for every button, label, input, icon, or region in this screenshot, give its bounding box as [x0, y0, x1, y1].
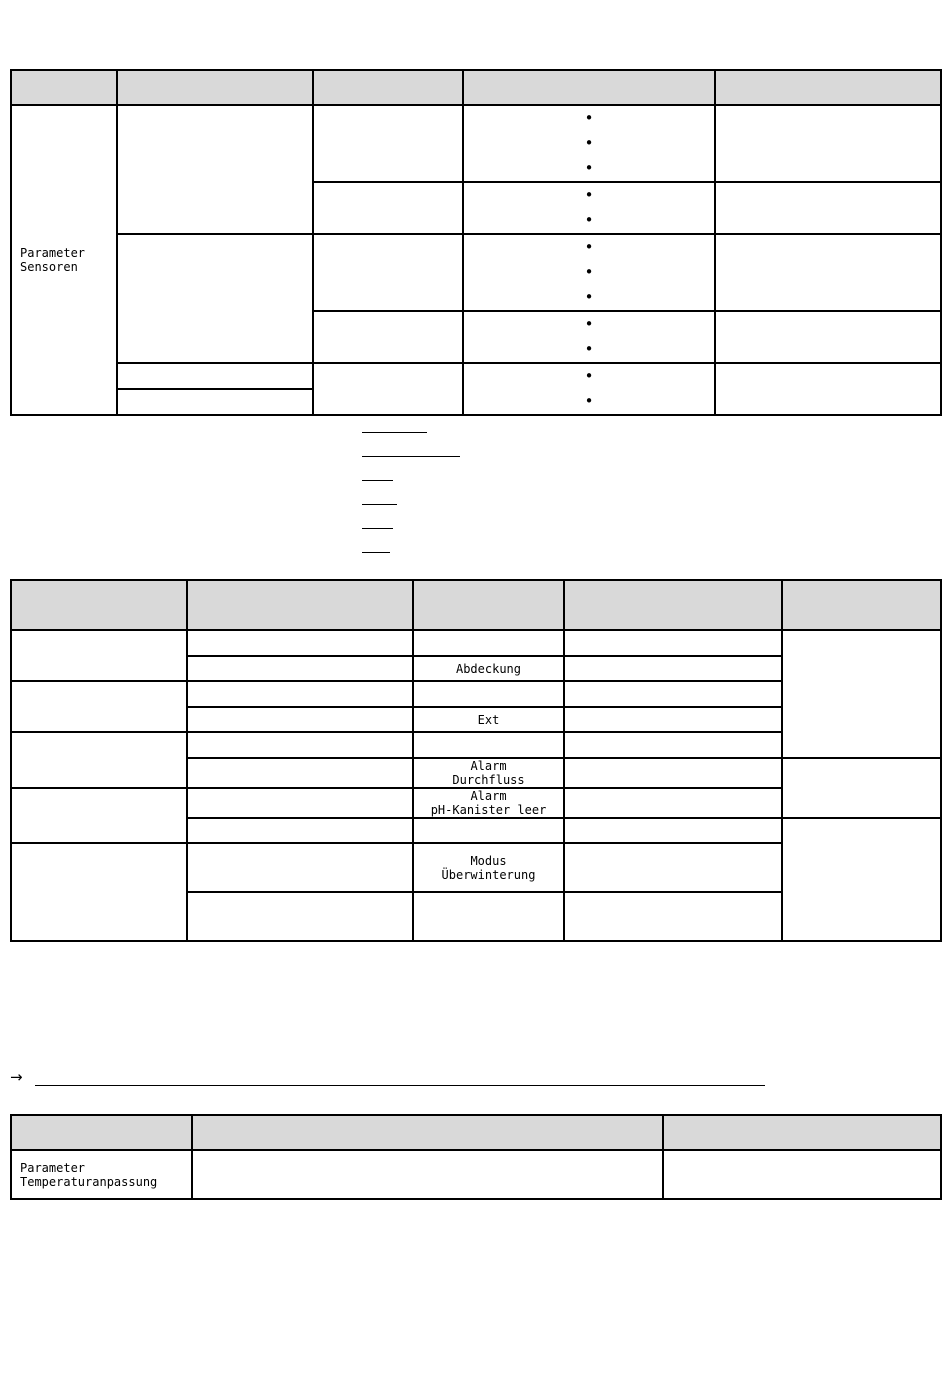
arrow-right-icon: → — [10, 1068, 23, 1086]
header-cell — [782, 580, 941, 630]
alarm-parameter-table — [10, 579, 942, 942]
table-cell — [187, 630, 413, 656]
table-cell — [715, 182, 941, 234]
bullet-list — [463, 105, 715, 182]
link-underline[interactable] — [362, 504, 397, 505]
bullet-list — [463, 311, 715, 363]
bullet-icon: • — [584, 392, 594, 410]
bullet-list — [463, 182, 715, 234]
header-cell — [192, 1115, 663, 1150]
table-cell — [564, 788, 782, 818]
table-cell — [11, 732, 187, 788]
bullet-icon: • — [584, 211, 594, 229]
temperature-parameter-table — [10, 1114, 942, 1200]
table-cell — [192, 1150, 663, 1199]
parameter-temperaturanpassung-label: Parameter Temperaturanpassung — [11, 1150, 192, 1199]
parameter-sensoren-label: Parameter Sensoren — [11, 105, 117, 415]
header-cell — [117, 70, 313, 105]
table-cell — [117, 389, 313, 415]
modus-ueberwinterung-cell: Modus Überwinterung — [413, 843, 564, 892]
table-cell — [313, 105, 463, 182]
bullet-icon: • — [584, 186, 594, 204]
link-underline[interactable] — [362, 456, 460, 457]
table-cell — [564, 892, 782, 941]
bullet-list — [463, 363, 715, 415]
header-cell — [564, 580, 782, 630]
table-cell — [313, 363, 463, 415]
alarm-durchfluss-cell: Alarm Durchfluss — [413, 758, 564, 788]
bullet-icon: • — [584, 109, 594, 127]
table-cell — [187, 818, 413, 843]
table-cell — [187, 758, 413, 788]
header-cell — [463, 70, 715, 105]
bullet-icon: • — [584, 288, 594, 306]
table-cell — [187, 707, 413, 732]
link-underline[interactable] — [362, 432, 427, 433]
bullet-icon: • — [584, 367, 594, 385]
header-cell — [187, 580, 413, 630]
table-cell — [187, 892, 413, 941]
bullet-icon: • — [584, 315, 594, 333]
table-cell — [187, 656, 413, 681]
table-cell — [663, 1150, 941, 1199]
table-cell — [782, 630, 941, 758]
link-underline[interactable] — [362, 552, 390, 553]
table-cell — [117, 363, 313, 389]
ext-cell: Ext — [413, 707, 564, 732]
table-cell — [117, 105, 313, 234]
table-cell — [564, 707, 782, 732]
table-cell — [715, 363, 941, 415]
table-cell — [11, 843, 187, 941]
table-cell — [782, 818, 941, 941]
table-cell — [413, 732, 564, 758]
bullet-icon: • — [584, 263, 594, 281]
table-cell — [187, 843, 413, 892]
header-cell — [413, 580, 564, 630]
table-cell — [564, 758, 782, 788]
header-cell — [715, 70, 941, 105]
abdeckung-cell: Abdeckung — [413, 656, 564, 681]
table-cell — [715, 311, 941, 363]
sensor-parameter-table — [10, 69, 942, 416]
header-cell — [313, 70, 463, 105]
table-cell — [187, 788, 413, 818]
table-cell — [564, 732, 782, 758]
table-cell — [782, 758, 941, 818]
table-cell — [715, 105, 941, 182]
link-underline[interactable] — [362, 480, 393, 481]
table-cell — [313, 234, 463, 311]
header-cell — [663, 1115, 941, 1150]
table-cell — [564, 843, 782, 892]
table-cell — [187, 732, 413, 758]
table-cell — [413, 892, 564, 941]
table-cell — [313, 182, 463, 234]
table-cell — [11, 681, 187, 732]
header-cell — [11, 70, 117, 105]
alarm-ph-kanister-cell: Alarm pH-Kanister leer — [413, 788, 564, 818]
table-cell — [715, 234, 941, 311]
bullet-icon: • — [584, 238, 594, 256]
table-cell — [564, 818, 782, 843]
header-cell — [11, 580, 187, 630]
table-cell — [11, 788, 187, 843]
link-underline[interactable] — [35, 1085, 765, 1086]
bullet-icon: • — [584, 159, 594, 177]
table-cell — [564, 681, 782, 707]
bullet-icon: • — [584, 134, 594, 152]
table-cell — [413, 630, 564, 656]
table-cell — [564, 656, 782, 681]
table-cell — [413, 681, 564, 707]
bullet-list — [463, 234, 715, 311]
header-cell — [11, 1115, 192, 1150]
table-cell — [11, 630, 187, 681]
link-underline[interactable] — [362, 528, 393, 529]
table-cell — [313, 311, 463, 363]
table-cell — [564, 630, 782, 656]
table-cell — [413, 818, 564, 843]
bullet-icon: • — [584, 340, 594, 358]
table-cell — [117, 234, 313, 363]
table-cell — [187, 681, 413, 707]
